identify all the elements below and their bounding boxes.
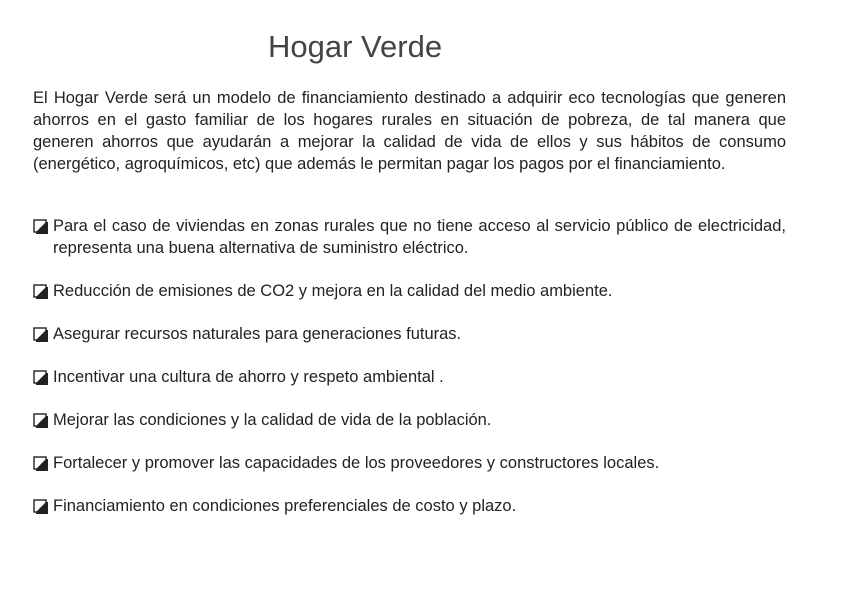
bullet-item [33, 280, 786, 302]
bullet-text: Para el caso de viviendas en zonas rurales que no tiene acceso al servicio público de electricidad, representa una buena alternativa de suministro eléctrico. [53, 217, 786, 257]
bullet-item [33, 323, 786, 345]
checkbox-bullet-icon [33, 499, 49, 515]
bullet-text: Reducción de emisiones de CO2 y mejora en la calidad del medio ambiente. [53, 282, 613, 300]
bullet-text: Financiamiento en condiciones preferenciales de costo y plazo. [53, 497, 517, 515]
slide-title: Hogar Verde [268, 29, 443, 64]
bullet-item [33, 452, 786, 474]
bullet-text: Fortalecer y promover las capacidades de los proveedores y constructores locales. [53, 454, 660, 472]
checkbox-bullet-icon [33, 370, 49, 386]
bullet-item [33, 495, 786, 517]
intro-paragraph: El Hogar Verde será un modelo de financiamiento destinado a adquirir eco tecnologías que generen ahorros en el gasto familiar de los hogares rurales en situación de pobreza, de tal manera que generen ahorros que ayudarán a mejorar la calidad de vida de ellos y sus hábitos de consumo (energético, agroquímicos, etc) que además le permitan pagar los pagos por el financiamiento. [33, 89, 786, 173]
bullet-item [33, 409, 786, 431]
checkbox-bullet-icon [33, 413, 49, 429]
bullet-item [33, 215, 786, 259]
bullet-text: Asegurar recursos naturales para generaciones futuras. [53, 325, 462, 343]
checkbox-bullet-icon [33, 219, 49, 235]
checkbox-bullet-icon [33, 456, 49, 472]
bullet-text: Mejorar las condiciones y la calidad de vida de la población. [53, 411, 492, 429]
checkbox-bullet-icon [33, 327, 49, 343]
bullet-text: Incentivar una cultura de ahorro y respeto ambiental . [53, 368, 444, 386]
bullet-item [33, 366, 786, 388]
checkbox-bullet-icon [33, 284, 49, 300]
